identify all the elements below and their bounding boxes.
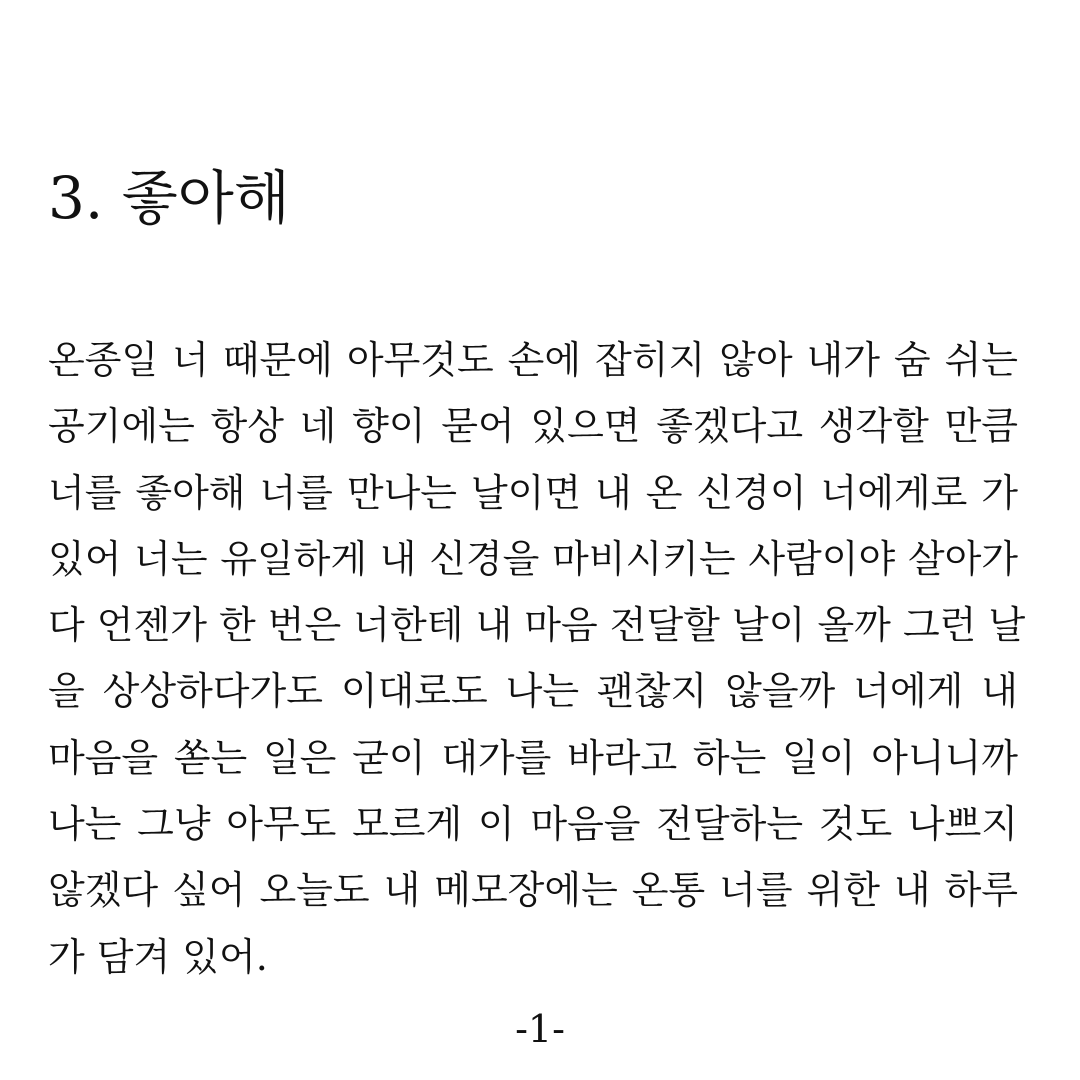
body-line: 을 상상하다가도 이대로도 나는 괜찮지 않을까 너에게 내 — [48, 669, 1018, 714]
body-line: 가 담겨 있어. — [48, 934, 268, 979]
body-line: 마음을 쏟는 일은 굳이 대가를 바라고 하는 일이 아니니까 — [48, 735, 1018, 780]
body-line: 공기에는 항상 네 향이 묻어 있으면 좋겠다고 생각할 만큼 — [48, 404, 1018, 449]
body-line: 나는 그냥 아무도 모르게 이 마음을 전달하는 것도 나쁘지 — [48, 802, 1018, 847]
body-paragraph — [48, 327, 1026, 990]
body-line: 않겠다 싶어 오늘도 내 메모장에는 온통 너를 위한 내 하루 — [48, 868, 1018, 913]
page-number: -1- — [515, 1007, 565, 1051]
body-line: 다 언젠가 한 번은 너한테 내 마음 전달할 날이 올까 그런 날 — [48, 603, 1026, 648]
body-line: 있어 너는 유일하게 내 신경을 마비시키는 사람이야 살아가 — [48, 536, 1018, 581]
body-line: 온종일 너 때문에 아무것도 손에 잡히지 않아 내가 숨 쉬는 — [48, 338, 1018, 382]
page-title: 3. 좋아해 — [48, 164, 290, 232]
body-line: 너를 좋아해 너를 만나는 날이면 내 온 신경이 너에게로 가 — [48, 470, 1018, 515]
